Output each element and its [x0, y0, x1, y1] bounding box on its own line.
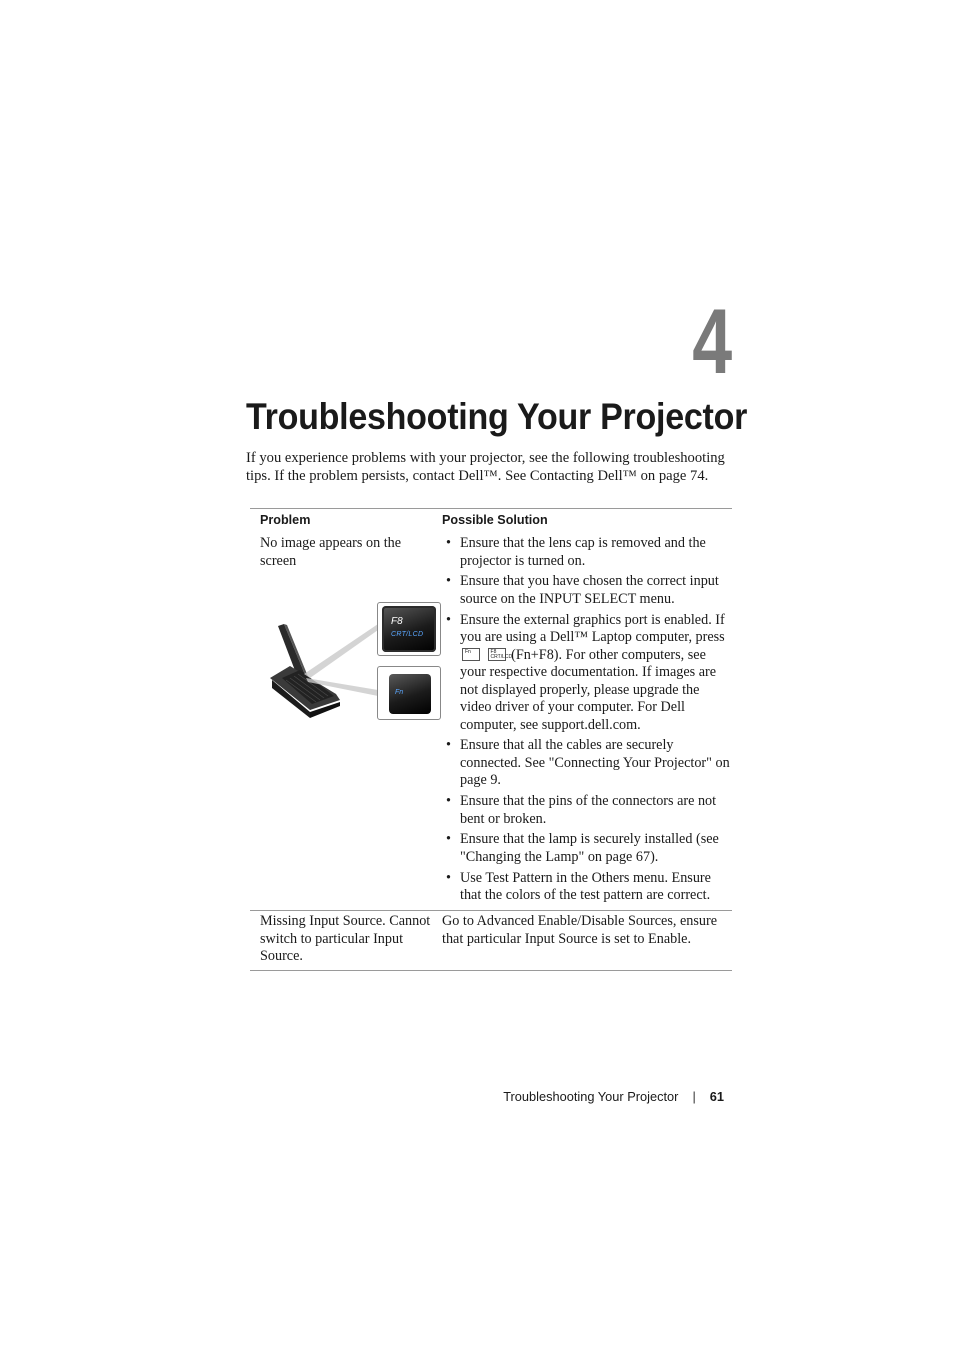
solution-cell — [442, 535, 732, 908]
solution-item: • Ensure that the pins of the connectors are not bent or broken. — [442, 793, 732, 828]
troubleshooting-table — [250, 508, 732, 971]
solution-item: • Ensure that you have chosen the correct input source on the INPUT SELECT menu. — [442, 573, 732, 608]
footer-section-title: Troubleshooting Your Projector — [503, 1089, 679, 1104]
menu-term-test-pattern: Test Pattern — [485, 869, 553, 886]
fn-key-icon: Fn — [462, 648, 480, 661]
page-footer — [503, 1089, 724, 1104]
table-header-row — [250, 509, 732, 531]
fn-key-label: Fn — [395, 689, 404, 696]
laptop-keyboard-illustration — [260, 598, 440, 738]
problem-cell — [250, 535, 442, 908]
intro-paragraph: If you experience problems with your projector, see the following troubleshooting tips. If the problem persists, contact Dell™. See Contacting Dell™ on page 74. — [246, 450, 725, 484]
footer-separator: | — [692, 1089, 696, 1104]
header-solution: Possible Solution — [442, 513, 548, 527]
fn-key-callout — [377, 666, 441, 720]
solution-text: menu. Ensure that the colors of the test pattern are correct. — [460, 869, 711, 904]
solution-item: • Ensure that the lamp is securely installed (see "Changing the Lamp" on page 67). — [442, 831, 732, 866]
solution-text: Use — [460, 869, 483, 886]
f8-key-label: F8 — [391, 616, 403, 627]
header-problem: Problem — [260, 513, 311, 527]
solution-text: (Fn+F8). For other computers, see your respective documentation. If images are not displayed properly, please upgrade the video driver of your computer. For Dell computer, see support.dell.com. — [460, 646, 717, 733]
solution-item — [442, 870, 732, 905]
solution-cell: Go to Advanced Enable/Disable Sources, ensure that particular Input Source is set to Enable. — [442, 913, 717, 947]
f8-key-icon: F8 CRT/LCD — [488, 648, 506, 661]
f8-key-icon — [382, 606, 436, 652]
solution-text: Ensure the external graphics port is enabled. If you are using a Dell™ Laptop computer, press — [460, 611, 725, 646]
f8-key-callout — [377, 602, 441, 656]
page-number: 61 — [709, 1089, 724, 1104]
solution-item: • Ensure that all the cables are securely connected. See "Connecting Your Projector" on page 9. — [442, 737, 732, 790]
problem-text: No image appears on the screen — [260, 535, 402, 569]
menu-term-others: Others — [591, 869, 630, 886]
table-row — [250, 531, 732, 911]
solution-item: • Ensure that the lens cap is removed and the projector is turned on. — [442, 535, 732, 570]
solution-list — [442, 535, 732, 905]
chapter-title: Troubleshooting Your Projector — [246, 396, 748, 437]
fn-key-icon — [389, 674, 431, 714]
solution-text: in the — [556, 869, 589, 886]
chapter-number: 4 — [692, 291, 732, 393]
problem-cell: Missing Input Source. Cannot switch to particular Input Source. — [260, 913, 431, 965]
solution-item — [442, 612, 732, 735]
table-row — [250, 911, 732, 971]
f8-key-sublabel: CRT/LCD — [391, 631, 424, 638]
